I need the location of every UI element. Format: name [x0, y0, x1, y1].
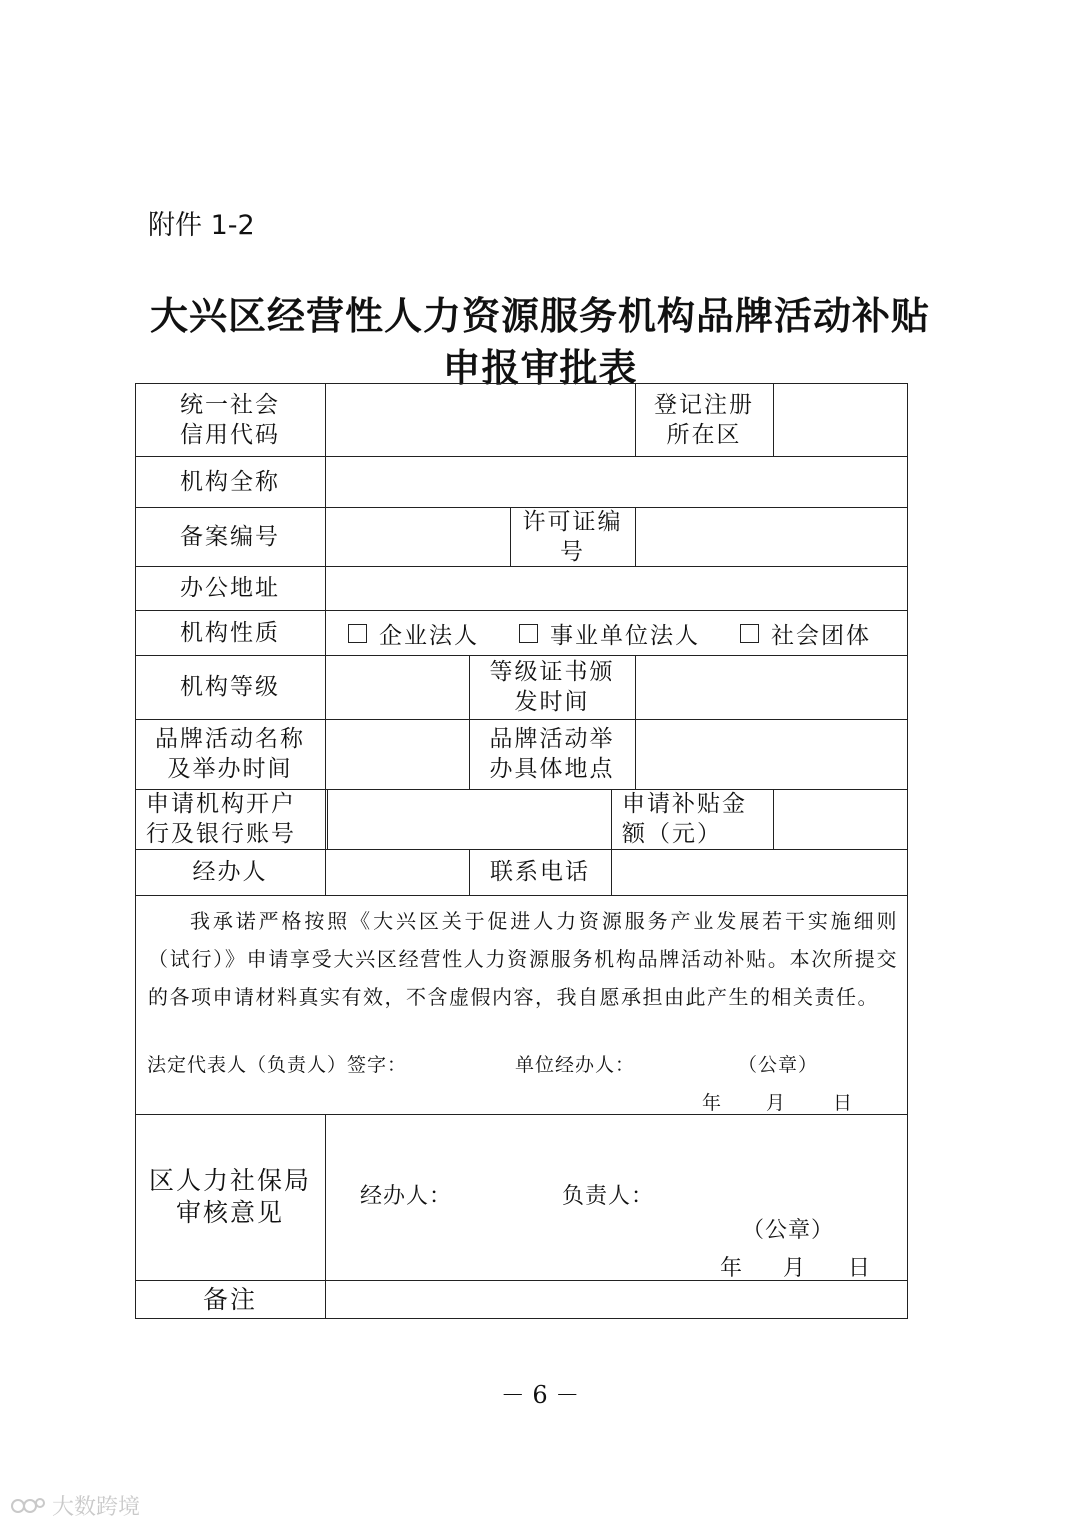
- event-place-field[interactable]: [635, 719, 908, 789]
- bank-account-field[interactable]: [327, 789, 611, 849]
- org-name-label: 机构全称: [180, 468, 280, 495]
- review-opinion-label: [135, 1114, 325, 1280]
- subsidy-amount-label-line1: 申请补贴金: [622, 791, 747, 817]
- page-number: － 6 －: [500, 1381, 580, 1409]
- nature-option-label: 企业法人: [379, 622, 479, 649]
- form-subtitle: 申报审批表: [442, 346, 638, 390]
- watermark-text: 大数跨境: [52, 1495, 141, 1520]
- org-level-field[interactable]: [325, 655, 469, 719]
- pledge-text: 我承诺严格按照《大兴区关于促进人力资源服务产业发展若干实施细则（试行）》申请享受大兴区经营性人力资源服务机构品牌活动补贴。本次所提交的各项申请材料真实有效，不含虚假内容，我自愿承担由此产生的相关责任。: [148, 909, 898, 1009]
- handler-label: 经办人: [192, 859, 268, 885]
- cert-time-field[interactable]: [635, 655, 908, 719]
- date-year-label: 年: [702, 1092, 723, 1114]
- bank-account-label: [146, 789, 326, 849]
- checkbox-icon[interactable]: [519, 624, 538, 643]
- date-day-label: 日: [833, 1092, 854, 1114]
- legal-rep-signature-label: 法定代表人（负责人）签字：: [147, 1054, 408, 1076]
- unit-handler-label: 单位经办人：: [515, 1054, 636, 1076]
- credit-code-label-line1: 统一社会: [180, 391, 280, 418]
- event-place-label-line2: 办具体地点: [489, 756, 615, 782]
- license-no-label-line2: 号: [560, 538, 585, 565]
- reg-area-label: [635, 383, 773, 456]
- cert-time-label: [469, 655, 635, 719]
- credit-code-field[interactable]: [325, 383, 635, 456]
- org-nature-options: [348, 611, 911, 655]
- subsidy-amount-field[interactable]: [773, 789, 908, 849]
- form-title: 大兴区经营性人力资源服务机构品牌活动补贴: [149, 294, 930, 338]
- event-name-label: [135, 719, 325, 789]
- cert-time-label-line2: 发时间: [514, 689, 590, 715]
- nature-option-enterprise[interactable]: [348, 617, 479, 650]
- col-divider: [611, 789, 612, 849]
- org-name-field[interactable]: [325, 456, 908, 507]
- event-place-label: [469, 719, 635, 789]
- credit-code-label: [135, 383, 325, 456]
- remarks-label: 备注: [202, 1284, 257, 1314]
- phone-label: 联系电话: [490, 859, 590, 885]
- nature-option-social-group[interactable]: [740, 617, 871, 650]
- license-no-field[interactable]: [635, 507, 908, 566]
- reg-area-label-line2: 所在区: [666, 421, 742, 448]
- bank-account-label-line1: 申请机构开户: [146, 791, 296, 817]
- record-no-field[interactable]: [325, 507, 510, 566]
- event-name-field[interactable]: [325, 719, 469, 789]
- review-seal-label: （公章）: [742, 1218, 835, 1243]
- handler-field[interactable]: [325, 849, 469, 895]
- watermark-logo-icon: [10, 1495, 46, 1517]
- date-month-label: 月: [766, 1092, 787, 1114]
- cert-time-label-line1: 等级证书颁: [489, 659, 615, 685]
- bank-account-label-line2: 行及银行账号: [146, 821, 296, 847]
- review-leader-label: 负责人：: [562, 1184, 655, 1209]
- nature-option-public-institution[interactable]: [519, 617, 700, 650]
- review-month-label: 月: [783, 1256, 807, 1281]
- nature-option-label: 事业单位法人: [550, 622, 700, 649]
- reg-area-label-line1: 登记注册: [654, 391, 754, 418]
- checkbox-icon[interactable]: [740, 624, 759, 643]
- review-handler-label: 经办人：: [360, 1184, 453, 1209]
- subsidy-amount-label-line2: 额（元）: [622, 821, 722, 847]
- org-nature-label: 机构性质: [180, 619, 280, 646]
- review-year-label: 年: [720, 1256, 744, 1281]
- office-addr-field[interactable]: [325, 566, 908, 610]
- nature-option-label: 社会团体: [771, 622, 871, 649]
- record-no-label: 备案编号: [180, 523, 280, 550]
- credit-code-label-line2: 信用代码: [180, 421, 280, 448]
- phone-field[interactable]: [611, 849, 908, 895]
- row-divider: [135, 895, 908, 896]
- license-no-label: [510, 507, 635, 566]
- event-name-label-line1: 品牌活动名称: [155, 726, 305, 752]
- attachment-label: 附件 1-2: [148, 210, 255, 241]
- review-opinion-label-line1: 区人力社保局: [148, 1166, 311, 1195]
- event-place-label-line1: 品牌活动举: [489, 726, 615, 752]
- remarks-field[interactable]: [325, 1280, 908, 1319]
- unit-seal-label: （公章）: [738, 1054, 819, 1076]
- review-opinion-label-line2: 审核意见: [175, 1198, 284, 1227]
- license-no-label-line1: 许可证编: [522, 508, 623, 535]
- watermark: [10, 1490, 140, 1521]
- subsidy-amount-label: [622, 789, 773, 849]
- checkbox-icon[interactable]: [348, 624, 367, 643]
- reg-area-field[interactable]: [773, 383, 908, 456]
- event-name-label-line2: 及举办时间: [167, 756, 293, 782]
- org-level-label: 机构等级: [180, 674, 280, 700]
- office-addr-label: 办公地址: [180, 575, 280, 601]
- review-day-label: 日: [848, 1256, 872, 1281]
